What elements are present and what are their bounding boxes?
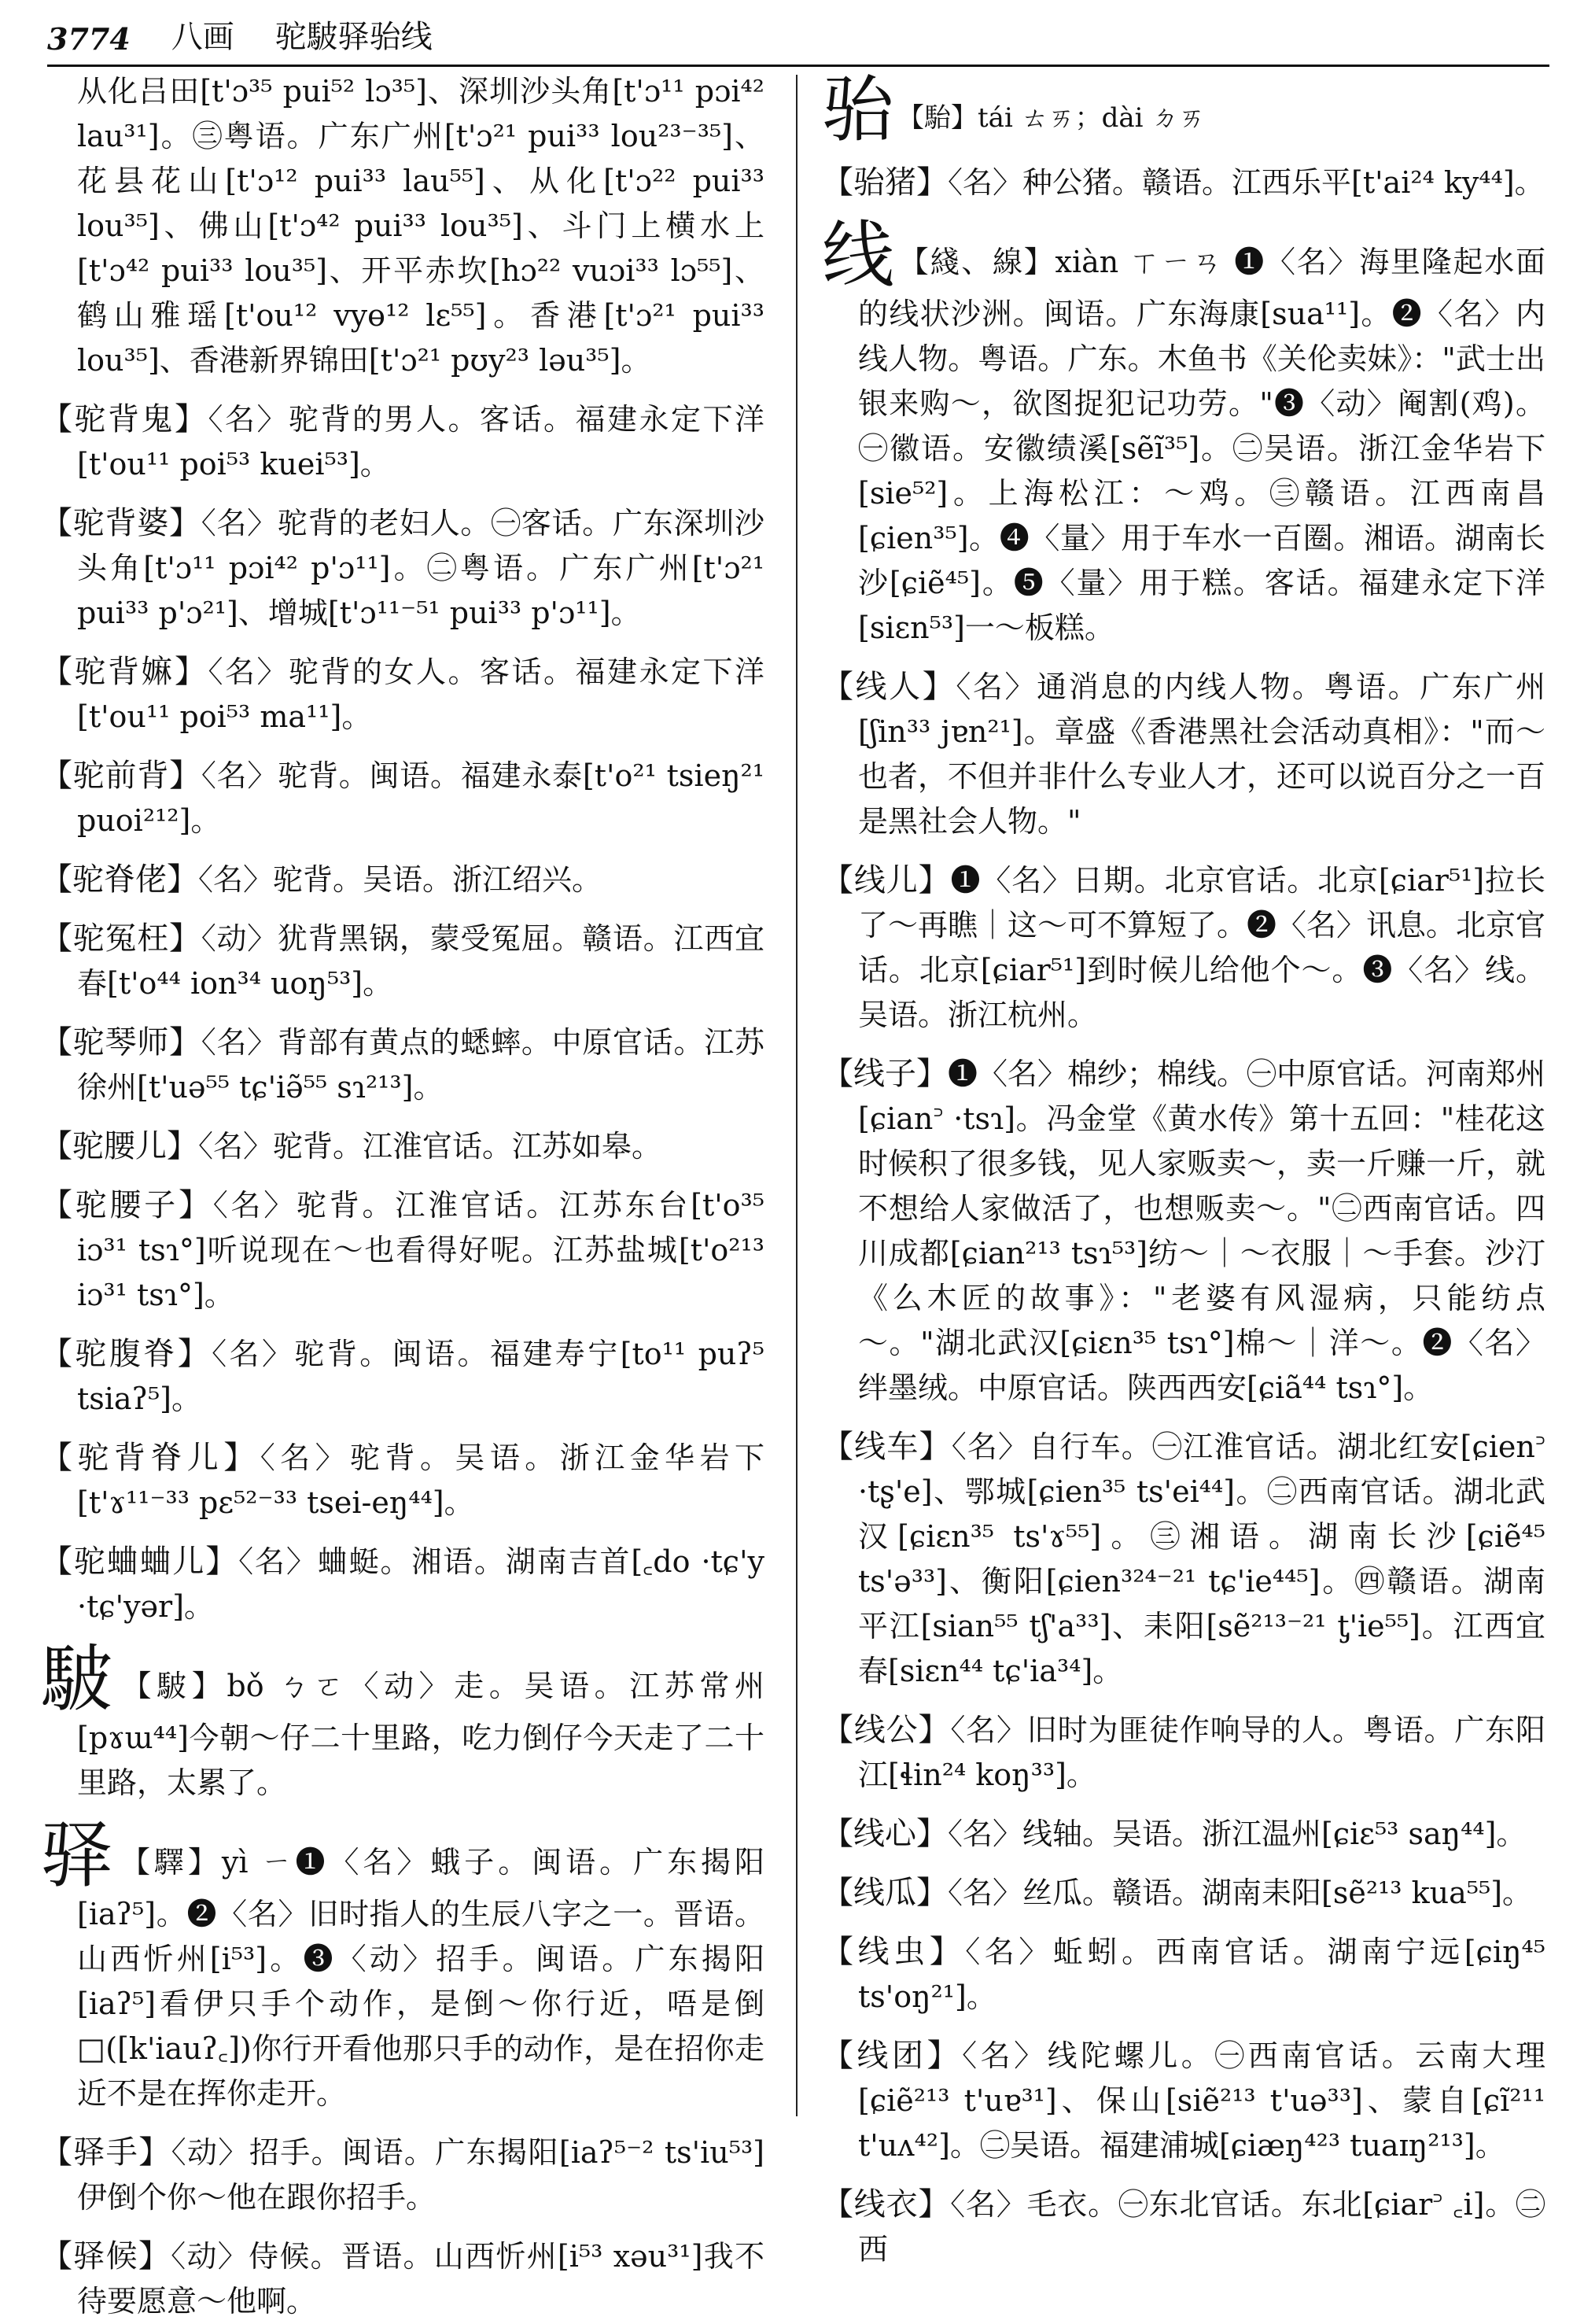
entry bbox=[822, 2034, 1545, 2168]
entry bbox=[822, 1930, 1545, 2020]
entry-headword: 【线心】 bbox=[822, 1816, 948, 1852]
character-entry bbox=[822, 68, 1545, 152]
entry-headword: 【驼蛐蛐儿】 bbox=[41, 1544, 239, 1580]
entry bbox=[41, 1332, 764, 1422]
column-divider bbox=[796, 75, 798, 2116]
entry-headword: 【驼背脊儿】 bbox=[41, 1440, 260, 1476]
entry-body: ❶〈名〉棉纱；棉线。㊀中原官话。河南郑州[ɕian꜄ ·tsɿ]。冯金堂《黄水传》第十五回："桂花这时候积了很多钱，见人家贩卖～，卖一斤赚一斤，就不想给人家做活了，也想贩卖～。"㊁西南官话。四川成都[ɕian²¹³ tsɿ⁵³]纺～｜～衣服｜～手套。沙汀《么木匠的故事》："老婆有风湿病，只能纺点～。"湖北武汉[ɕiɛn³⁵ tsɿ°]棉～｜洋～。❷〈名〉绊墨绒。中原官话。陕西西安[ɕiã⁴⁴ tsɿ°]。 bbox=[858, 1057, 1546, 1405]
entry-headword: 【驼脊佬】 bbox=[41, 861, 198, 898]
entry-headword: 【驼腹脊】 bbox=[41, 1336, 212, 1372]
entry bbox=[41, 858, 764, 902]
header-chars: 驼駊驿骀线 bbox=[274, 19, 433, 55]
page-number: 3774 bbox=[47, 21, 131, 57]
entry-body: 〈名〉驼背的男人。客话。福建永定下洋[t'ou¹¹ poi⁵³ kuei⁵³]。 bbox=[77, 402, 764, 481]
character-headword: 线 bbox=[822, 213, 896, 297]
entry bbox=[41, 650, 764, 740]
header-rule bbox=[47, 65, 1549, 67]
entry-body: 〈动〉犹背黑锅，蒙受冤屈。赣语。江西宜春[t'o⁴⁴ ion³⁴ uoŋ⁵³]。 bbox=[77, 921, 764, 1001]
character-entry bbox=[822, 213, 1545, 651]
entry-body: 〈名〉通消息的内线人物。粤语。广东广州[ʃin³³ jɐn²¹]。章盛《香港黑社会活动真相》："而～也者，不但并非什么专业人才，还可以说百分之一百是黑社会人物。" bbox=[858, 670, 1546, 839]
entry-body: 〈名〉驼背。吴语。浙江金华岩下[t'ɤ¹¹⁻³³ pɛ⁵²⁻³³ tsei-eŋ⁴⁴]。 bbox=[77, 1441, 764, 1520]
entry bbox=[41, 1436, 764, 1525]
entry-body: 〈名〉驼背。吴语。浙江绍兴。 bbox=[198, 862, 602, 897]
entry bbox=[822, 1871, 1545, 1916]
entry-headword: 【线儿】 bbox=[822, 862, 951, 898]
entry-headword: 【驼前背】 bbox=[41, 758, 201, 794]
entry-headword: 【线团】 bbox=[822, 2038, 963, 2074]
entry-body: 〈名〉驼背的女人。客话。福建永定下洋[t'ou¹¹ poi⁵³ ma¹¹]。 bbox=[77, 655, 764, 734]
entry-headword: 【驼背鬼】 bbox=[41, 401, 208, 437]
entry-headword: 【线瓜】 bbox=[822, 1875, 948, 1911]
entry-headword: 【驼冤枉】 bbox=[41, 920, 201, 957]
entry bbox=[41, 917, 764, 1006]
entry bbox=[822, 1425, 1545, 1694]
entry bbox=[41, 501, 764, 636]
entry-body: 〈名〉自行车。㊀江淮官话。湖北红安[ɕien꜄ ·tʂ'e]、鄂城[ɕien³⁵ ts'ei⁴⁴]。㊁西南官话。湖北武汉[ɕiɛn³⁵ ts'ɤ⁵⁵]。㊂湘语。湖南长沙[ɕiẽ⁴⁵ ts'ə³³]、衡阳[ɕien³²⁴⁻²¹ tɕ'ie⁴⁴⁵]。㊃赣语。湖南平江[sian⁵⁵ tʃ'a³³]、耒阳[sẽ²¹³⁻²¹ ƫ'ie⁵⁵]。江西宜春[siɛn⁴⁴ tɕ'ia³⁴]。 bbox=[858, 1429, 1546, 1688]
entry-body: 〈名〉丝瓜。赣语。湖南耒阳[sẽ²¹³ kua⁵⁵]。 bbox=[948, 1876, 1533, 1910]
entry bbox=[41, 754, 764, 843]
character-headword: 骀 bbox=[822, 68, 895, 152]
entry-body: 〈名〉线轴。吴语。浙江温州[ɕiɛ⁵³ saŋ⁴⁴]。 bbox=[948, 1817, 1527, 1851]
character-body: 【駊】bǒ ㄅㄛ〈动〉走。吴语。江苏常州[pɤɯ⁴⁴]今朝～仔二十里路，吃力倒仔今天走了二十里路，太累了。 bbox=[77, 1669, 764, 1800]
entry-body: 〈名〉蚯蚓。西南官话。湖南宁远[ɕiŋ⁴⁵ ts'oŋ²¹]。 bbox=[858, 1935, 1546, 2014]
entry-body: 〈名〉背部有黄点的蟋蟀。中原官话。江苏徐州[t'uə⁵⁵ tɕ'iə̃⁵⁵ sɿ²¹³]。 bbox=[77, 1025, 764, 1105]
entry-headword: 【驿手】 bbox=[41, 2134, 171, 2171]
entry-body: 〈名〉驼背。江淮官话。江苏如皋。 bbox=[198, 1129, 662, 1164]
entry bbox=[41, 2130, 764, 2220]
character-entry bbox=[41, 1813, 764, 2116]
character-entry bbox=[41, 1637, 764, 1806]
entry-body: 〈名〉驼背。闽语。福建永泰[t'o²¹ tsieŋ²¹ puoi²¹²]。 bbox=[77, 758, 765, 838]
right-column bbox=[822, 68, 1546, 2267]
entry-headword: 【线子】 bbox=[822, 1056, 948, 1092]
entry bbox=[41, 1124, 764, 1169]
entry-body: 〈名〉驼背。闽语。福建寿宁[to¹¹ puʔ⁵ tsiaʔ⁵]。 bbox=[77, 1337, 764, 1416]
entry bbox=[822, 858, 1545, 1038]
character-body: 【駘】tái ㄊㄞ；dài ㄉㄞ bbox=[897, 102, 1206, 134]
entry bbox=[822, 1052, 1545, 1411]
entry-headword: 【线人】 bbox=[822, 669, 956, 705]
entry-headword: 【驼琴师】 bbox=[41, 1024, 201, 1061]
entry bbox=[822, 665, 1545, 844]
entry-headword: 【驿候】 bbox=[41, 2238, 171, 2274]
section-label: 八画 bbox=[171, 19, 234, 55]
entry-body: 〈名〉旧时为匪徒作响导的人。粤语。广东阳江[ɬin²⁴ koŋ³³]。 bbox=[858, 1713, 1545, 1792]
entry-body: 〈名〉驼背。江淮官话。江苏东台[t'o³⁵ iɔ³¹ tsɿ°]听说现在～也看得好呢。江苏盐城[t'o²¹³ iɔ³¹ tsɿ°]。 bbox=[77, 1188, 765, 1312]
entry-headword: 【线车】 bbox=[822, 1429, 952, 1465]
entry bbox=[41, 397, 764, 487]
entry bbox=[41, 2234, 764, 2324]
entry bbox=[41, 1540, 764, 1629]
entry-headword: 【驼腰子】 bbox=[41, 1187, 213, 1223]
entry-body: 〈动〉侍候。晋语。山西忻州[i⁵³ xəu³¹]我不待要愿意～他啊。 bbox=[77, 2239, 764, 2318]
entry-body: ❶〈名〉日期。北京官话。北京[ɕiar⁵¹]拉长了～再瞧｜这～可不算短了。❷〈名〉讯息。北京官话。北京[ɕiar⁵¹]到时候儿给他个～。❸〈名〉线。吴语。浙江杭州。 bbox=[858, 863, 1546, 1032]
entry-body: 〈名〉种公猪。赣语。江西乐平[t'ai²⁴ ky⁴⁴]。 bbox=[948, 165, 1545, 200]
entry bbox=[41, 1020, 764, 1110]
character-headword: 驿 bbox=[41, 1813, 117, 1898]
character-headword: 駊 bbox=[41, 1637, 119, 1721]
entry-body: 〈名〉驼背的老妇人。㊀客话。广东深圳沙头角[t'ɔ¹¹ pɔi⁴² p'ɔ¹¹]。㊁粤语。广东广州[t'ɔ²¹ pui³³ p'ɔ²¹]、增城[t'ɔ¹¹⁻⁵¹ pui³³ p'ɔ¹¹]。 bbox=[77, 506, 764, 630]
page-header bbox=[47, 11, 1542, 57]
entry-body: 〈名〉线陀螺儿。㊀西南官话。云南大理[ɕiẽ²¹³ t'uɐ³¹]、保山[siẽ²¹³ t'uə³³]、蒙自[ɕĩ²¹¹ t'uʌ⁴²]。㊁吴语。福建浦城[ɕiæŋ⁴²³ tuaɪŋ²¹³]。 bbox=[858, 2038, 1545, 2163]
entry-headword: 【线衣】 bbox=[822, 2186, 951, 2223]
entry-body: 〈动〉招手。闽语。广东揭阳[iaʔ⁵⁻² ts'iu⁵³]伊倒个你～他在跟你招手。 bbox=[77, 2135, 765, 2215]
entry-headword: 【骀猪】 bbox=[822, 164, 948, 201]
entry-headword: 【驼腰儿】 bbox=[41, 1128, 198, 1164]
entry bbox=[822, 1812, 1545, 1857]
entry-headword: 【线公】 bbox=[822, 1712, 951, 1748]
entry-body: 〈名〉毛衣。㊀东北官话。东北[ɕiar꜄ ꜀i]。㊁西 bbox=[858, 2187, 1546, 2267]
entry-headword: 【线虫】 bbox=[822, 1934, 966, 1970]
entry bbox=[822, 160, 1545, 205]
character-body: 【驛】yì ㄧ❶〈名〉蛾子。闽语。广东揭阳[iaʔ⁵]。❷〈名〉旧时指人的生辰八字之一。晋语。山西忻州[i⁵³]。❸〈动〉招手。闽语。广东揭阳[iaʔ⁵]看伊只手个动作，是倒～你行近，唔是倒□([k'iauʔ꜀])你行开看他那只手的动作，是在招你走近不是在挥你走开。 bbox=[77, 1845, 764, 2111]
character-body: 【綫、線】xiàn ㄒㄧㄢ ❶〈名〉海里隆起水面的线状沙洲。闽语。广东海康[sua¹¹]。❷〈名〉内线人物。粤语。广东。木鱼书《关伦卖妹》："武士出银来购～，欲图捉犯记功劳。"❸〈动〉阉割(鸡)。㊀徽语。安徽绩溪[sẽĩ³⁵]。㊁吴语。浙江金华岩下[sie⁵²]。上海松江：～鸡。㊂赣语。江西南昌[ɕien³⁵]。❹〈量〉用于车水一百圈。湘语。湖南长沙[ɕiẽ⁴⁵]。❺〈量〉用于糕。客话。福建永定下洋[siɛn⁵³]一～板糕。 bbox=[858, 245, 1545, 645]
entry bbox=[822, 2182, 1545, 2272]
entry-body: 〈名〉蛐蜓。湘语。湖南吉首[꜀do ·tɕ'y ·tɕ'yər]。 bbox=[77, 1544, 764, 1624]
entry bbox=[41, 1183, 764, 1318]
entry-headword: 【驼背嫲】 bbox=[41, 654, 208, 690]
entry bbox=[822, 1708, 1545, 1798]
left-column bbox=[41, 69, 765, 2318]
entry-continuation: 从化吕田[t'ɔ³⁵ pui⁵² lɔ³⁵]、深圳沙头角[t'ɔ¹¹ pɔi⁴² lau³¹]。㊂粤语。广东广州[t'ɔ²¹ pui³³ lou²³⁻³⁵]、花县花山[t'ɔ¹² pui³³ lau⁵⁵]、从化[t'ɔ²² pui³³ lou³⁵]、佛山[t'ɔ⁴² pui³³ lou³⁵]、斗门上横水上[t'ɔ⁴² pui³³ lou³⁵]、开平赤坎[hɔ²² vuɔi³³ lɔ⁵⁵]、鹤山雅瑶[t'ou¹² vyɵ¹² lɛ⁵⁵]。香港[t'ɔ²¹ pui³³ lou³⁵]、香港新界锦田[t'ɔ²¹ pʊy²³ ləu³⁵]。 bbox=[77, 74, 764, 378]
entry-headword: 【驼背婆】 bbox=[41, 505, 201, 541]
